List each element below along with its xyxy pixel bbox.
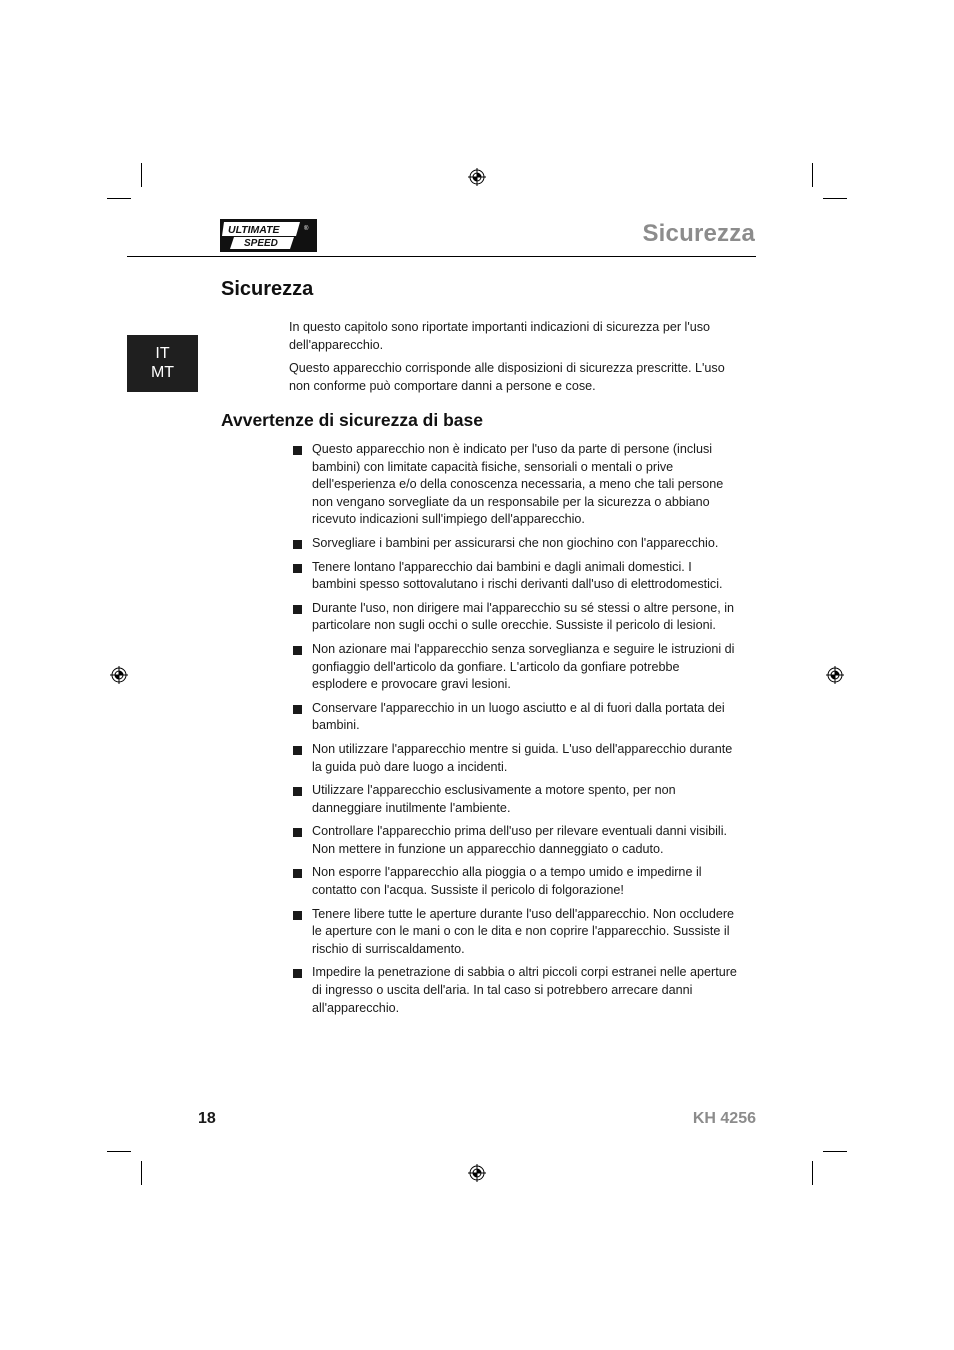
language-code-it: IT xyxy=(155,345,170,362)
list-item: Non esporre l'apparecchio alla pioggia o a tempo umido e impedirne il contatto con l'acqua. Sussiste il pericolo di folgorazione! xyxy=(292,864,738,899)
ultimate-speed-logo xyxy=(220,219,317,252)
bullet-square-icon xyxy=(293,446,302,455)
list-item: Questo apparecchio non è indicato per l'uso da parte di persone (inclusi bambini) con limitate capacità fisiche, sensoriali o mentali o prive dell'esperienza e/o della conoscenza necessaria, a meno che tali persone non vengano sorvegliate da un responsabile per la sicurezza o abbiano ricevuto indicazioni sull'impiego dell'apparecchio. xyxy=(292,441,738,529)
svg-text:®: ® xyxy=(304,226,309,232)
list-item: Tenere lontano l'apparecchio dai bambini e dagli animali domestici. I bambini spesso sottovalutano i rischi derivanti dall'uso di elettrodomestici. xyxy=(292,559,738,594)
intro-text xyxy=(289,319,739,401)
list-item: Conservare l'apparecchio in un luogo asciutto e al di fuori dalla portata dei bambini. xyxy=(292,700,738,735)
bullet-square-icon xyxy=(293,787,302,796)
bullet-square-icon xyxy=(293,564,302,573)
intro-paragraph: In questo capitolo sono riportate importanti indicazioni di sicurezza per l'uso dell'apparecchio. xyxy=(289,320,711,352)
bullet-square-icon xyxy=(293,605,302,614)
bullet-square-icon xyxy=(293,911,302,920)
bullet-square-icon xyxy=(293,828,302,837)
section-title: Avvertenze di sicurezza di base xyxy=(221,410,483,430)
crop-mark xyxy=(823,198,847,199)
crop-mark xyxy=(107,1151,131,1152)
list-item: Durante l'uso, non dirigere mai l'apparecchio su sé stessi o altre persone, in particolare non sugli occhi o sulle orecchie. Sussiste il pericolo di lesioni. xyxy=(292,600,738,635)
registration-mark-icon xyxy=(110,666,128,684)
intro-paragraph: Questo apparecchio corrisponde alle disposizioni di sicurezza prescritte. L'uso non conforme può comportare danni a persone e cose. xyxy=(289,361,725,393)
language-code-mt: MT xyxy=(150,364,175,381)
page-number: 18 xyxy=(198,1110,216,1127)
bullet-square-icon xyxy=(293,705,302,714)
logo-line2: SPEED xyxy=(244,238,278,249)
bullet-square-icon xyxy=(293,646,302,655)
list-item: Utilizzare l'apparecchio esclusivamente a motore spento, per non danneggiare inutilmente l'ambiente. xyxy=(292,782,738,817)
language-tab xyxy=(127,335,198,392)
list-item: Controllare l'apparecchio prima dell'uso per rilevare eventuali danni visibili. Non mettere in funzione un apparecchio danneggiato o caduto. xyxy=(292,823,738,858)
list-item: Non azionare mai l'apparecchio senza sorveglianza e seguire le istruzioni di gonfiaggio dell'articolo da gonfiare. L'articolo da gonfiare potrebbe esplodere e provocare gravi lesioni. xyxy=(292,641,738,694)
list-item: Sorvegliare i bambini per assicurarsi che non giochino con l'apparecchio. xyxy=(292,535,738,553)
registration-mark-icon xyxy=(468,168,486,186)
crop-mark xyxy=(812,1161,813,1185)
list-item: Tenere libere tutte le aperture durante l'uso dell'apparecchio. Non occludere le aperture con le mani o con le dita e non coprire l'apparecchio. Sussiste il rischio di surriscaldamento. xyxy=(292,906,738,959)
list-item: Non utilizzare l'apparecchio mentre si guida. L'uso dell'apparecchio durante la guida può dare luogo a incidenti. xyxy=(292,741,738,776)
registration-mark-icon xyxy=(468,1164,486,1182)
bullet-square-icon xyxy=(293,869,302,878)
logo-line1: ULTIMATE xyxy=(228,224,280,236)
header-title: Sicurezza xyxy=(642,220,755,247)
bullet-square-icon xyxy=(293,746,302,755)
crop-mark xyxy=(107,198,131,199)
bullet-square-icon xyxy=(293,969,302,978)
crop-mark xyxy=(812,163,813,187)
crop-mark xyxy=(823,1151,847,1152)
page-title: Sicurezza xyxy=(221,278,314,300)
bullet-square-icon xyxy=(293,540,302,549)
list-item: Impedire la penetrazione di sabbia o altri piccoli corpi estranei nelle aperture di ingresso o uscita dell'aria. In tal caso si potrebbero arrecare danni all'apparecchio. xyxy=(292,964,738,1017)
crop-mark xyxy=(141,1161,142,1185)
safety-list xyxy=(292,441,738,1023)
registration-mark-icon xyxy=(826,666,844,684)
model-number: KH 4256 xyxy=(692,1110,756,1127)
crop-mark xyxy=(141,163,142,187)
header-divider xyxy=(127,256,756,257)
